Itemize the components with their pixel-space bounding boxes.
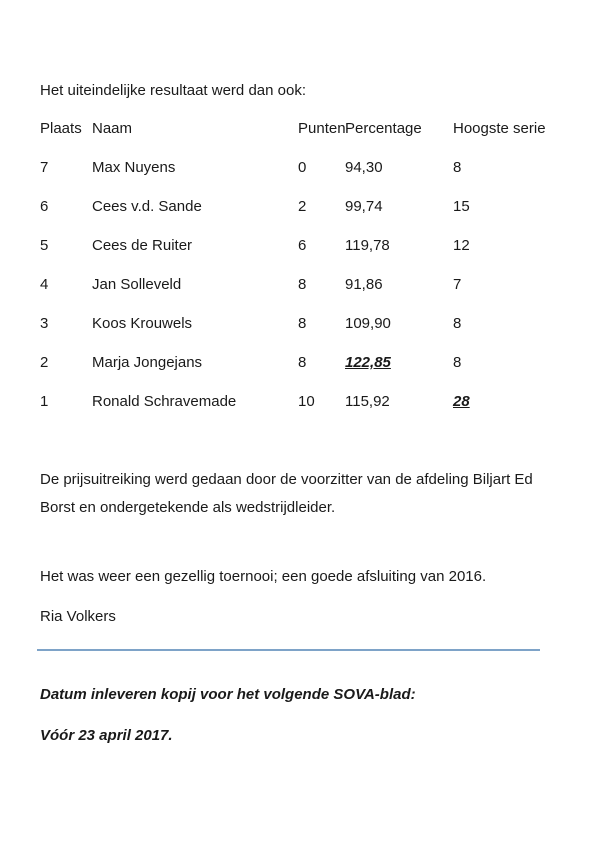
cell-percentage: 119,78 [345, 237, 390, 254]
cell-plaats: 7 [40, 159, 49, 176]
cell-percentage: 115,92 [345, 393, 390, 410]
cell-percentage: 99,74 [345, 198, 383, 215]
cell-punten: 8 [298, 315, 307, 332]
cell-plaats: 2 [40, 354, 49, 371]
footer-deadline: Vóór 23 april 2017. [40, 727, 173, 744]
cell-plaats: 1 [40, 393, 49, 410]
column-header-hoogste-serie: Hoogste serie [453, 120, 546, 137]
cell-plaats: 4 [40, 276, 49, 293]
cell-naam: Max Nuyens [92, 159, 176, 176]
cell-punten: 8 [298, 354, 307, 371]
cell-naam: Cees de Ruiter [92, 237, 193, 254]
cell-punten: 0 [298, 159, 307, 176]
intro-text: Het uiteindelijke resultaat werd dan ook: [40, 82, 306, 99]
cell-plaats: 6 [40, 198, 49, 215]
cell-naam: Jan Solleveld [92, 276, 182, 293]
cell-hoogste-serie: 28 [453, 393, 470, 410]
cell-naam: Ronald Schravemade [92, 393, 237, 410]
horizontal-divider [37, 649, 540, 651]
cell-plaats: 5 [40, 237, 49, 254]
cell-plaats: 3 [40, 315, 49, 332]
column-header-punten: Punten [298, 120, 346, 137]
cell-punten: 10 [298, 393, 315, 410]
cell-naam: Cees v.d. Sande [92, 198, 202, 215]
cell-punten: 2 [298, 198, 307, 215]
column-header-plaats: Plaats [40, 120, 82, 137]
cell-naam: Koos Krouwels [92, 315, 193, 332]
tournament-remark: Het was weer een gezellig toernooi; een goede afsluiting van 2016. [40, 568, 487, 585]
cell-hoogste-serie: 12 [453, 237, 470, 254]
closing-paragraph: De prijsuitreiking werd gedaan door de voorzitter van de afdeling Biljart Ed Borst en ondergetekende als wedstrijdleider. [40, 471, 533, 516]
cell-punten: 6 [298, 237, 307, 254]
cell-naam: Marja Jongejans [92, 354, 203, 371]
cell-hoogste-serie: 15 [453, 198, 470, 215]
footer-heading: Datum inleveren kopij voor het volgende SOVA-blad: [40, 686, 416, 703]
cell-punten: 8 [298, 276, 307, 293]
results-table [40, 120, 589, 432]
cell-hoogste-serie: 8 [453, 354, 462, 371]
cell-hoogste-serie: 7 [453, 276, 462, 293]
cell-percentage: 94,30 [345, 159, 383, 176]
signature-name: Ria Volkers [40, 608, 116, 625]
column-header-naam: Naam [92, 120, 133, 137]
cell-percentage: 91,86 [345, 276, 383, 293]
cell-hoogste-serie: 8 [453, 159, 462, 176]
column-header-percentage: Percentage [345, 120, 422, 137]
cell-percentage: 109,90 [345, 315, 391, 332]
cell-percentage: 122,85 [345, 354, 391, 371]
cell-hoogste-serie: 8 [453, 315, 462, 332]
